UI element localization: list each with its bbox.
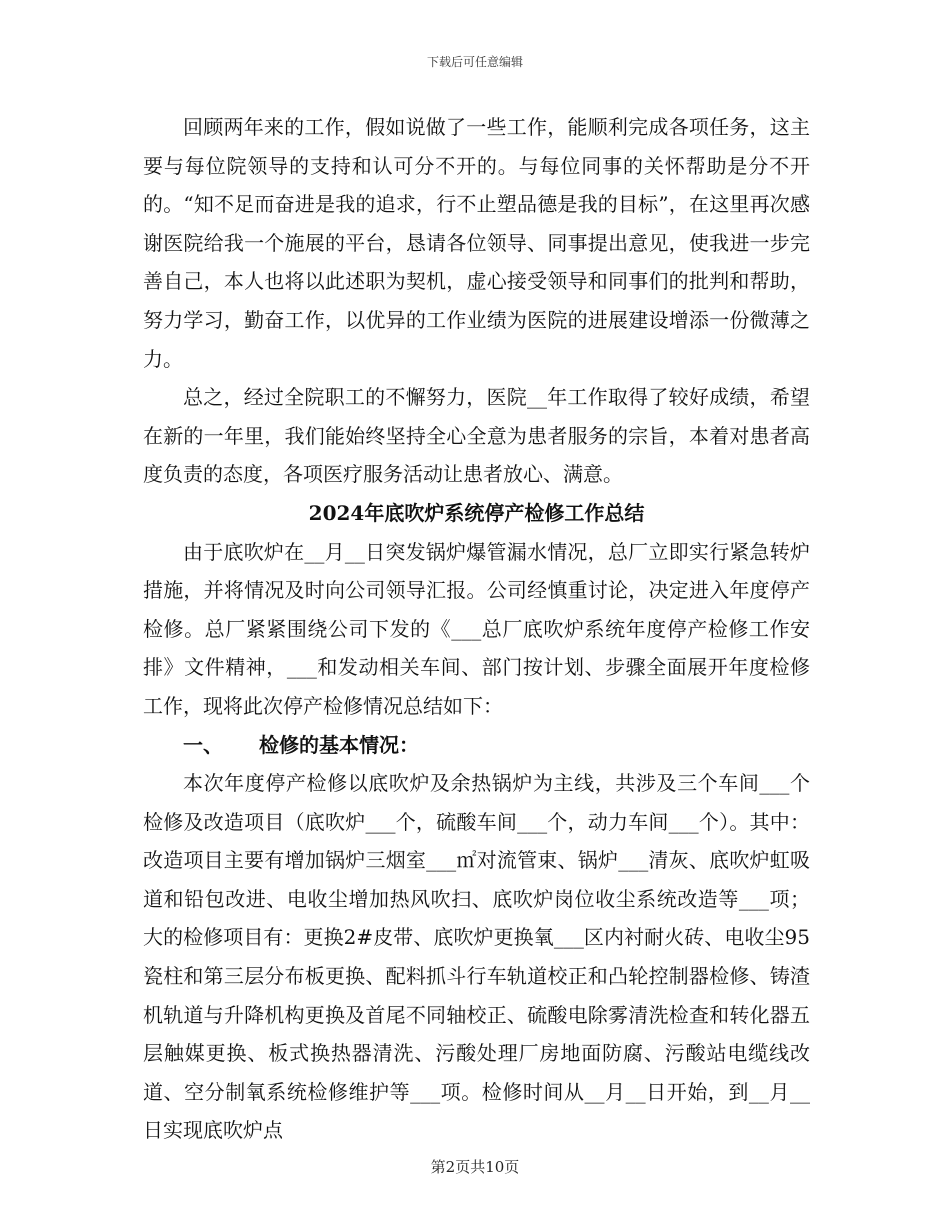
paragraph-summary: 总之，经过全院职工的不懈努力，医院__年工作取得了较好成绩，希望在新的一年里，我们能始终坚持全心全意为患者服务的宗旨，本着对患者高度负责的态度，各项医疗服务活动让患者放心、满意。 xyxy=(143,385,810,487)
page-header-note: 下载后可任意编辑 xyxy=(426,55,523,69)
section-title: 检修的基本情况： xyxy=(259,732,419,757)
section-heading-1 xyxy=(143,726,810,765)
paragraph-intro: 由于底吹炉在__月__日突发锅炉爆管漏水情况，总厂立即实行紧急转炉措施，并将情况及时向公司领导汇报。公司经慎重讨论，决定进入年度停产检修。总厂紧紧围绕公司下发的《___总厂底吹炉系统年度停产检修工作安排》文件精神，___和发动相关车间、部门按计划、步骤全面展开年度检修工作，现将此次停产检修情况总结如下： xyxy=(143,539,810,718)
document-body xyxy=(143,108,810,1150)
document-title: 2024年底吹炉系统停产检修工作总结 xyxy=(308,500,645,525)
paragraph-basic-situation: 本次年度停产检修以底吹炉及余热锅炉为主线，共涉及三个车间___个检修及改造项目（底吹炉___个，硫酸车间___个，动力车间___个）。其中：改造项目主要有增加锅炉三烟室___㎡对流管束、锅炉___清灰、底吹炉虹吸道和铅包改进、电收尘增加热风吹扫、底吹炉岗位收尘系统改造等___项；大的检修项目有：更换2#皮带、底吹炉更换氧___区内衬耐火砖、电收尘95瓷柱和第三层分布板更换、配料抓斗行车轨道校正和凸轮控制器检修、铸渣机轨道与升降机构更换及首尾不同轴校正、硫酸电除雾清洗检查和转化器五层触媒更换、板式换热器清洗、污酸处理厂房地面防腐、污酸站电缆线改道、空分制氧系统检修维护等___项。检修时间从__月__日开始，到__月__日实现底吹炉点 xyxy=(143,771,810,1143)
paragraph-review: 回顾两年来的工作，假如说做了一些工作，能顺利完成各项任务，这主要与每位院领导的支持和认可分不开的。与每位同事的关怀帮助是分不开的。“知不足而奋进是我的追求，行不止塑品德是我的目标”，在这里再次感谢医院给我一个施展的平台，恳请各位领导、同事提出意见，使我进一步完善自己，本人也将以此述职为契机，虚心接受领导和同事们的批判和帮助，努力学习，勤奋工作，以优异的工作业绩为医院的进展建设增添一份微薄之力。 xyxy=(143,115,810,371)
page-number: 第2页共10页 xyxy=(430,1158,520,1176)
section-number: 一、 xyxy=(183,732,223,757)
